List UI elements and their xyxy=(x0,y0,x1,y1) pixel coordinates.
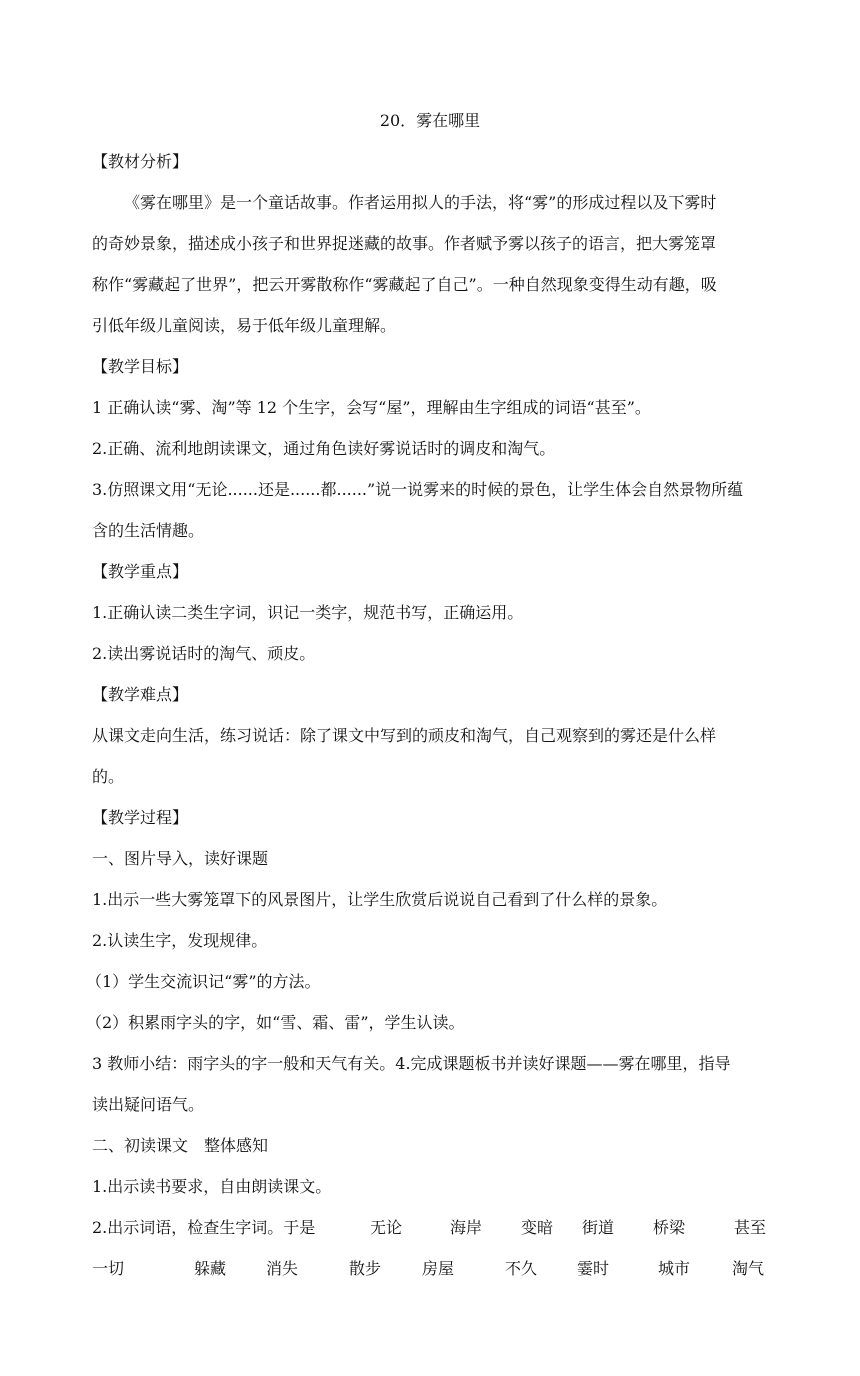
vocab-word: 一切 xyxy=(92,1259,125,1278)
document-body xyxy=(86,101,768,1289)
goal-line: 1 正确认读“雾、淘”等 12 个生字，会写“屋”，理解由生字组成的词语“甚至”。 xyxy=(92,398,651,417)
process-part-title: 一、图片导入，读好课题 xyxy=(92,849,269,868)
analysis-line: 的奇妙景象，描述成小孩子和世界捉迷藏的故事。作者赋予雾以孩子的语言，把大雾笼罩 xyxy=(92,234,717,253)
vocab-word: 不久 xyxy=(505,1259,538,1278)
vocab-word: 海岸 xyxy=(450,1218,483,1237)
difficulty-line: 从课文走向生活，练习说话：除了课文中写到的顽皮和淘气，自己观察到的雾还是什么样 xyxy=(92,726,717,745)
process-line: 1.出示读书要求，自由朗读课文。 xyxy=(92,1177,332,1196)
vocab-intro: 2.出示词语，检查生字词。于是 xyxy=(92,1218,316,1237)
vocab-row xyxy=(92,1248,768,1289)
vocab-word: 桥梁 xyxy=(653,1218,686,1237)
vocab-word: 霎时 xyxy=(577,1259,610,1278)
process-line: 1.出示一些大雾笼罩下的风景图片，让学生欣赏后说说自己看到了什么样的景象。 xyxy=(92,890,668,909)
analysis-line: 《雾在哪里》是一个童话故事。作者运用拟人的手法，将“雾”的形成过程以及下雾时 xyxy=(124,193,717,212)
key-point-line: 1.正确认读二类生字词，识记一类字，规范书写，正确运用。 xyxy=(92,603,524,622)
process-line: 3 教师小结：雨字头的字一般和天气有关。4.完成课题板书并读好课题——雾在哪里，指导 xyxy=(92,1054,731,1073)
vocab-word: 变暗 xyxy=(521,1218,554,1237)
process-line: 读出疑问语气。 xyxy=(92,1095,205,1114)
vocab-word: 城市 xyxy=(658,1259,691,1278)
goal-line: 含的生活情趣。 xyxy=(92,521,205,540)
difficulty-line: 的。 xyxy=(92,767,125,786)
section-heading-difficulties: 【教学难点】 xyxy=(92,685,189,704)
vocab-word: 散步 xyxy=(349,1259,382,1278)
section-heading-process: 【教学过程】 xyxy=(92,808,189,827)
process-line: （1）学生交流识记“雾”的方法。 xyxy=(86,972,321,991)
vocab-word: 甚至 xyxy=(734,1218,767,1237)
goal-line: 3.仿照课文用“无论......还是......都......”说一说雾来的时候的景色，让学生体会自然景物所蕴 xyxy=(92,480,744,499)
section-heading-goals: 【教学目标】 xyxy=(92,357,189,376)
process-part-title: 二、初读课文 整体感知 xyxy=(92,1136,269,1155)
analysis-line: 称作“雾藏起了世界”，把云开雾散称作“雾藏起了自己”。一种自然现象变得生动有趣，吸 xyxy=(92,275,717,294)
vocab-word: 淘气 xyxy=(732,1259,765,1278)
page-title: 20．雾在哪里 xyxy=(379,111,481,130)
vocab-word: 无论 xyxy=(370,1218,403,1237)
process-line: 2.认读生字，发现规律。 xyxy=(92,931,268,950)
vocab-word: 消失 xyxy=(266,1259,299,1278)
section-heading-key-points: 【教学重点】 xyxy=(92,562,189,581)
vocab-word: 房屋 xyxy=(422,1259,455,1278)
key-point-line: 2.读出雾说话时的淘气、顽皮。 xyxy=(92,644,316,663)
vocab-word: 街道 xyxy=(582,1218,615,1237)
vocab-word: 躲藏 xyxy=(194,1259,227,1278)
vocab-row xyxy=(92,1207,768,1248)
process-line: （2）积累雨字头的字，如“雪、霜、雷”，学生认读。 xyxy=(86,1013,465,1032)
section-heading-analysis: 【教材分析】 xyxy=(92,152,189,171)
analysis-line: 引低年级儿童阅读，易于低年级儿童理解。 xyxy=(92,316,397,335)
goal-line: 2.正确、流利地朗读课文，通过角色读好雾说话时的调皮和淘气。 xyxy=(92,439,556,458)
